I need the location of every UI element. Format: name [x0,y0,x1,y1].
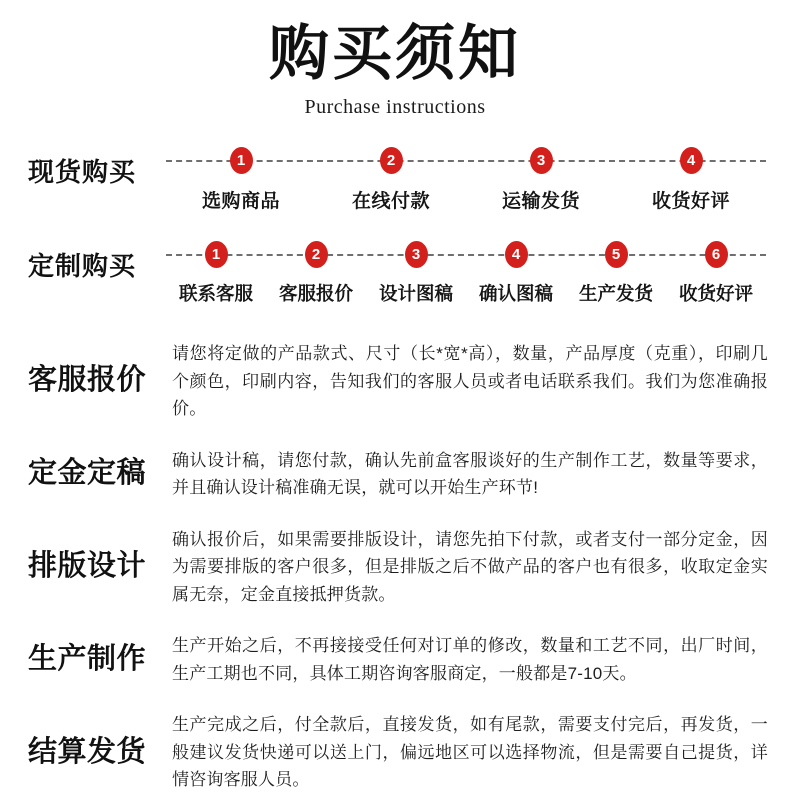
step-label: 运输发货 [501,191,580,212]
step-number-badge: 4 [680,147,703,174]
step-number-badge: 3 [530,147,553,174]
flow-step[interactable] [366,241,466,306]
flow-step[interactable] [166,147,316,213]
flow-step[interactable] [566,241,666,306]
detail-sections [0,340,790,794]
flow-label-stock-purchase: 现货购买 [28,157,137,187]
section-production [28,632,768,687]
section-body: 确认设计稿，请您付款，确认先前盒客服谈好的生产制作工艺，数量等要求，并且确认设计稿准确无误，就可以开始生产环节! [172,450,768,498]
flow-step[interactable] [466,241,566,306]
step-number-badge: 2 [380,147,403,174]
step-label: 选购商品 [201,191,280,212]
flow-track-stock-purchase [166,147,766,213]
section-quote [28,340,768,423]
step-number-badge: 1 [205,241,228,268]
flow-row-stock-purchase [0,147,790,213]
step-number-badge: 4 [505,241,528,268]
section-title: 生产制作 [28,642,147,675]
flow-track-custom-purchase [166,241,766,306]
flow-step[interactable] [616,147,766,213]
section-body: 确认报价后，如果需要排版设计，请您先拍下付款，或者支付一部分定金，因为需要排版的客户很多，但是排版之后不做产品的客户也有很多，收取定金实属无奈，定金直接抵押货款。 [172,529,768,604]
flow-step[interactable] [666,241,766,306]
step-label: 设计图稿 [378,283,453,304]
section-deposit [28,447,768,502]
flow-step[interactable] [316,147,466,213]
section-title: 结算发货 [28,735,147,768]
section-body: 生产完成之后，付全款后，直接发货，如有尾款，需要支付完后，再发货，一般建议发货快递可以送上门，偏远地区可以选择物流，但是需要自己提货，详情咨询客服人员。 [172,715,768,790]
flow-step[interactable] [266,241,366,306]
step-label: 联系客服 [178,283,253,304]
step-label: 生产发货 [578,283,653,304]
step-number-badge: 3 [405,241,428,268]
step-number-badge: 5 [605,241,628,268]
section-title: 排版设计 [28,550,147,582]
step-label: 收货好评 [651,191,730,212]
page-title: 购买须知 [269,20,521,87]
flow-step[interactable] [466,147,616,213]
step-number-badge: 2 [305,241,328,268]
page-header [0,0,790,119]
step-label: 客服报价 [278,283,353,304]
flow-row-custom-purchase [0,241,790,306]
section-body: 生产开始之后，不再接接受任何对订单的修改，数量和工艺不同，出厂时间，生产工期也不同，具体工期咨询客服商定，一般都是7-10天。 [172,636,768,683]
step-number-badge: 1 [230,147,253,174]
flow-steps-custom-purchase [166,241,766,306]
flow-label-custom-purchase: 定制购买 [28,251,137,281]
section-layout-design [28,526,768,609]
step-label: 在线付款 [351,191,430,212]
step-label: 收货好评 [678,283,753,304]
section-title: 客服报价 [28,364,147,397]
step-number-badge: 6 [705,241,728,268]
step-label: 确认图稿 [478,283,553,304]
section-body: 请您将定做的产品款式、尺寸（长*宽*高），数量，产品厚度（克重），印刷几个颜色，印刷内容，告知我们的客服人员或者电话联系我们。我们为您准确报价。 [172,344,768,419]
flow-steps-stock-purchase [166,147,766,213]
section-title: 定金定稿 [28,457,147,490]
page-subtitle: Purchase instructions [304,96,486,118]
section-settlement-shipping [28,711,768,794]
flow-step[interactable] [166,241,266,306]
